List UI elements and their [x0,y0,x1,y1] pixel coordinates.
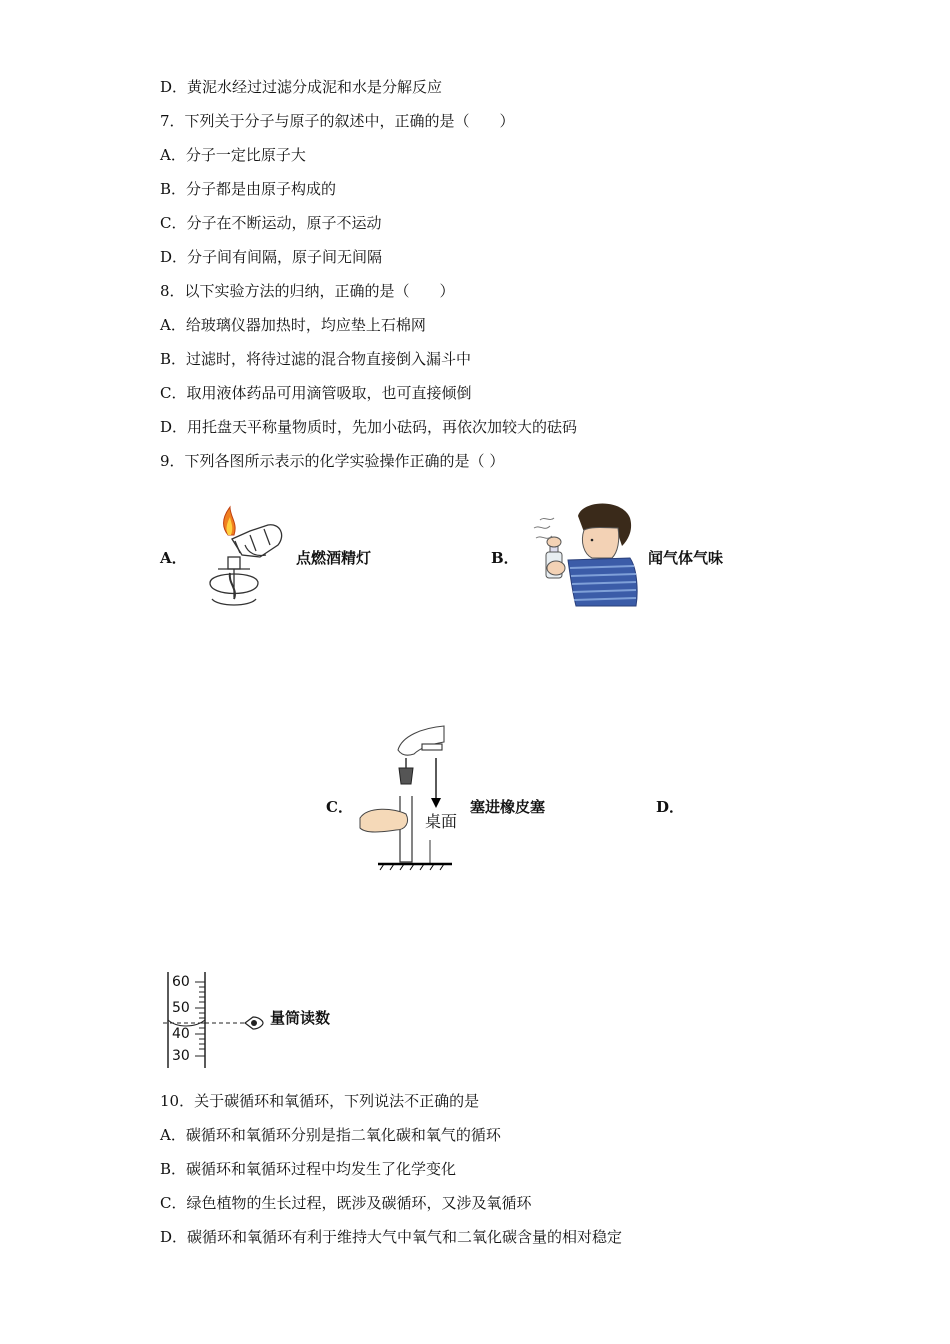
q10-stem: 10．关于碳循环和氧循环，下列说法不正确的是 [160,1092,480,1110]
q9-option-d-caption: 量筒读数 [270,1009,331,1027]
q9-option-c-label: C． [326,798,353,816]
q7-option-b: B．分子都是由原子构成的 [160,180,337,198]
q8-option-c: C．取用液体药品可用滴管吸取，也可直接倾倒 [160,384,472,402]
q9-option-d-label: D． [656,798,685,816]
boy-smelling-gas-illustration [526,498,641,608]
q9-option-a-label: A． [160,549,187,567]
q7-stem: 7．下列关于分子与原子的叙述中，正确的是（ ） [160,112,515,130]
q8-option-a: A．给玻璃仪器加热时，均应垫上石棉网 [160,316,426,334]
q9-option-c-caption: 塞进橡皮塞 [470,798,546,816]
alcohol-lamp-illustration [190,505,290,610]
q8-option-b: B．过滤时，将待过滤的混合物直接倒入漏斗中 [160,350,472,368]
insert-rubber-stopper-illustration [358,722,458,872]
q7-option-d: D．分子间有间隔，原子间无间隔 [160,248,383,266]
q9-stem: 9．下列各图所示表示的化学实验操作正确的是（ ） [160,452,505,470]
q7-option-a: A．分子一定比原子大 [160,146,306,164]
q9-option-a-caption: 点燃酒精灯 [296,549,372,567]
q7-option-c: C．分子在不断运动，原子不运动 [160,214,382,232]
q10-option-a: A．碳循环和氧循环分别是指二氧化碳和氧气的循环 [160,1126,501,1144]
q10-option-c: C．绿色植物的生长过程，既涉及碳循环，又涉及氧循环 [160,1194,532,1212]
scale-label-60: 60 [172,974,190,990]
q10-option-d: D．碳循环和氧循环有利于维持大气中氧气和二氧化碳含量的相对稳定 [160,1228,623,1246]
scale-label-50: 50 [172,1000,190,1016]
q8-option-d: D．用托盘天平称量物质时，先加小砝码，再依次加较大的砝码 [160,418,578,436]
q8-stem: 8．以下实验方法的归纳，正确的是（ ） [160,282,455,300]
q6-option-d: D．黄泥水经过过滤分成泥和水是分解反应 [160,78,443,96]
scale-label-40: 40 [172,1026,190,1042]
scale-label-30: 30 [172,1048,190,1064]
q9-option-b-label: B． [491,549,519,567]
q9-option-b-caption: 闻气体气味 [648,549,724,567]
q10-option-b: B．碳循环和氧循环过程中均发生了化学变化 [160,1160,457,1178]
q9-option-c-figure-label: 桌面 [425,812,458,831]
